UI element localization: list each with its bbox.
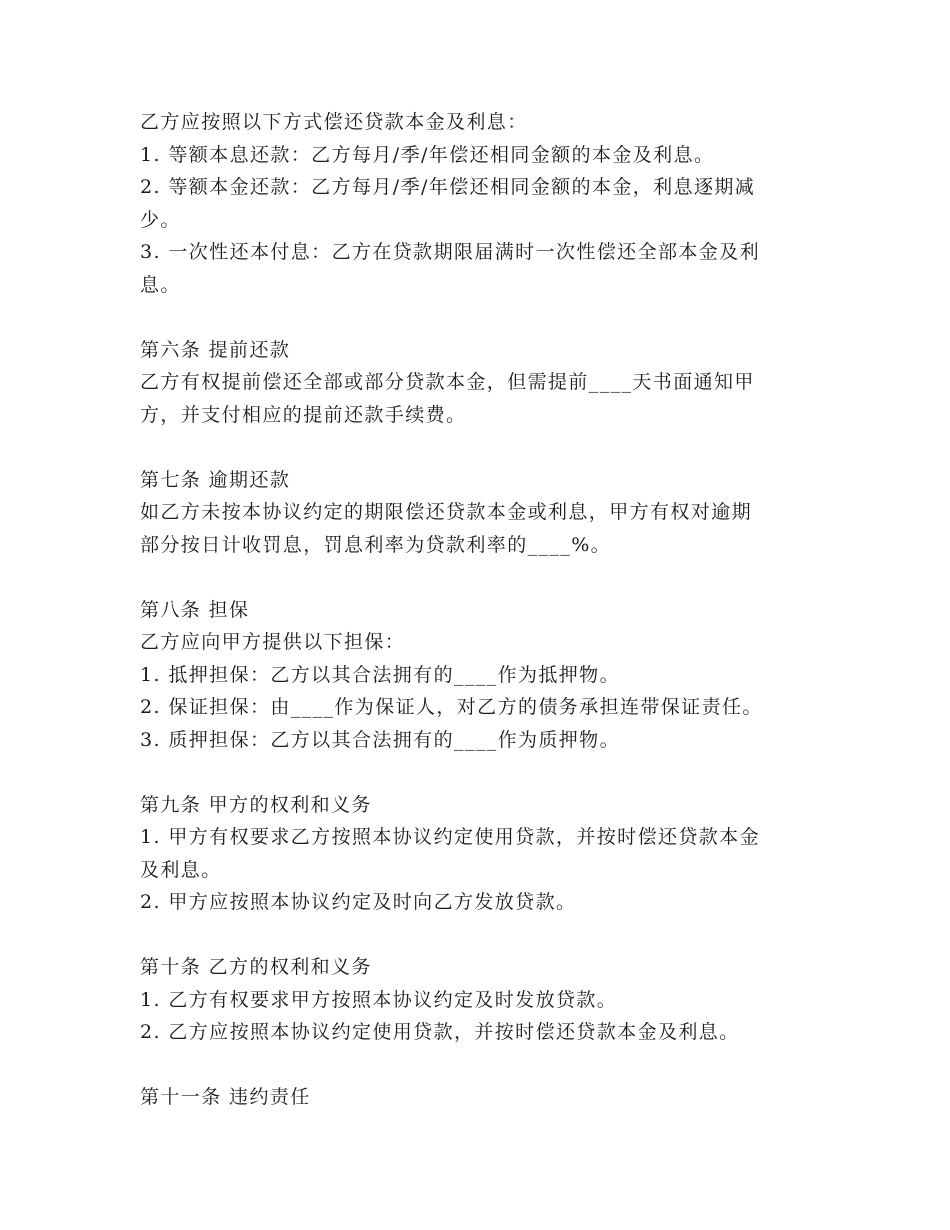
paragraph-gap bbox=[140, 301, 820, 334]
article-9-line-2: 及利息。 bbox=[140, 858, 222, 881]
repayment-method-2: 2. 等额本金还款：乙方每月/季/年偿还相同金额的本金，利息逐期减 bbox=[140, 176, 756, 198]
article-8-line-2: 1. 抵押担保：乙方以其合法拥有的____作为抵押物。 bbox=[140, 663, 620, 686]
article-6-line-2: 方，并支付相应的提前还款手续费。 bbox=[140, 403, 467, 426]
paragraph-gap bbox=[140, 431, 820, 464]
article-7-line-2: 部分按日计收罚息，罚息利率为贷款利率的____%。 bbox=[140, 533, 612, 556]
repayment-method-3: 3. 一次性还本付息：乙方在贷款期限届满时一次性偿还全部本金及利 bbox=[140, 241, 760, 263]
article-9-line-1: 1. 甲方有权要求乙方按照本协议约定使用贷款，并按时偿还贷款本金 bbox=[140, 826, 760, 848]
article-8-line-3: 2. 保证担保：由____作为保证人，对乙方的债务承担连带保证责任。 bbox=[140, 696, 763, 718]
article-7-heading: 第七条 逾期还款 bbox=[140, 468, 291, 491]
article-8-line-1: 乙方应向甲方提供以下担保： bbox=[140, 631, 406, 653]
article-9-line-3: 2. 甲方应按照本协议约定及时向乙方发放贷款。 bbox=[140, 891, 577, 913]
article-10-line-1: 1. 乙方有权要求甲方按照本协议约定及时发放贷款。 bbox=[140, 988, 618, 1011]
paragraph-gap bbox=[140, 756, 820, 789]
article-7-line-1: 如乙方未按本协议约定的期限偿还贷款本金或利息，甲方有权对逾期 bbox=[140, 501, 753, 523]
article-11-section bbox=[140, 1081, 820, 1114]
article-10-line-2: 2. 乙方应按照本协议约定使用贷款，并按时偿还贷款本金及利息。 bbox=[140, 1021, 740, 1043]
repayment-methods-section bbox=[140, 106, 820, 301]
article-8-line-4: 3. 质押担保：乙方以其合法拥有的____作为质押物。 bbox=[140, 728, 620, 751]
repayment-method-1: 1. 等额本息还款：乙方每月/季/年偿还相同金额的本金及利息。 bbox=[140, 143, 715, 166]
article-6-section bbox=[140, 334, 820, 432]
repayment-methods-lead: 乙方应按照以下方式偿还贷款本金及利息： bbox=[140, 111, 528, 133]
article-8-heading: 第八条 担保 bbox=[140, 598, 250, 621]
article-10-heading: 第十条 乙方的权利和义务 bbox=[140, 956, 372, 978]
article-9-section bbox=[140, 789, 820, 919]
document-body bbox=[140, 106, 820, 1114]
article-6-heading: 第六条 提前还款 bbox=[140, 338, 291, 361]
article-8-section bbox=[140, 594, 820, 757]
repayment-method-3-cont: 息。 bbox=[140, 273, 181, 296]
article-6-line-1: 乙方有权提前偿还全部或部分贷款本金，但需提前____天书面通知甲 bbox=[140, 371, 755, 393]
article-7-section bbox=[140, 464, 820, 562]
paragraph-gap bbox=[140, 1049, 820, 1082]
repayment-method-2-cont: 少。 bbox=[140, 208, 181, 231]
article-11-heading: 第十一条 违约责任 bbox=[140, 1086, 311, 1108]
article-10-section bbox=[140, 951, 820, 1049]
paragraph-gap bbox=[140, 561, 820, 594]
article-9-heading: 第九条 甲方的权利和义务 bbox=[140, 793, 372, 816]
paragraph-gap bbox=[140, 919, 820, 952]
